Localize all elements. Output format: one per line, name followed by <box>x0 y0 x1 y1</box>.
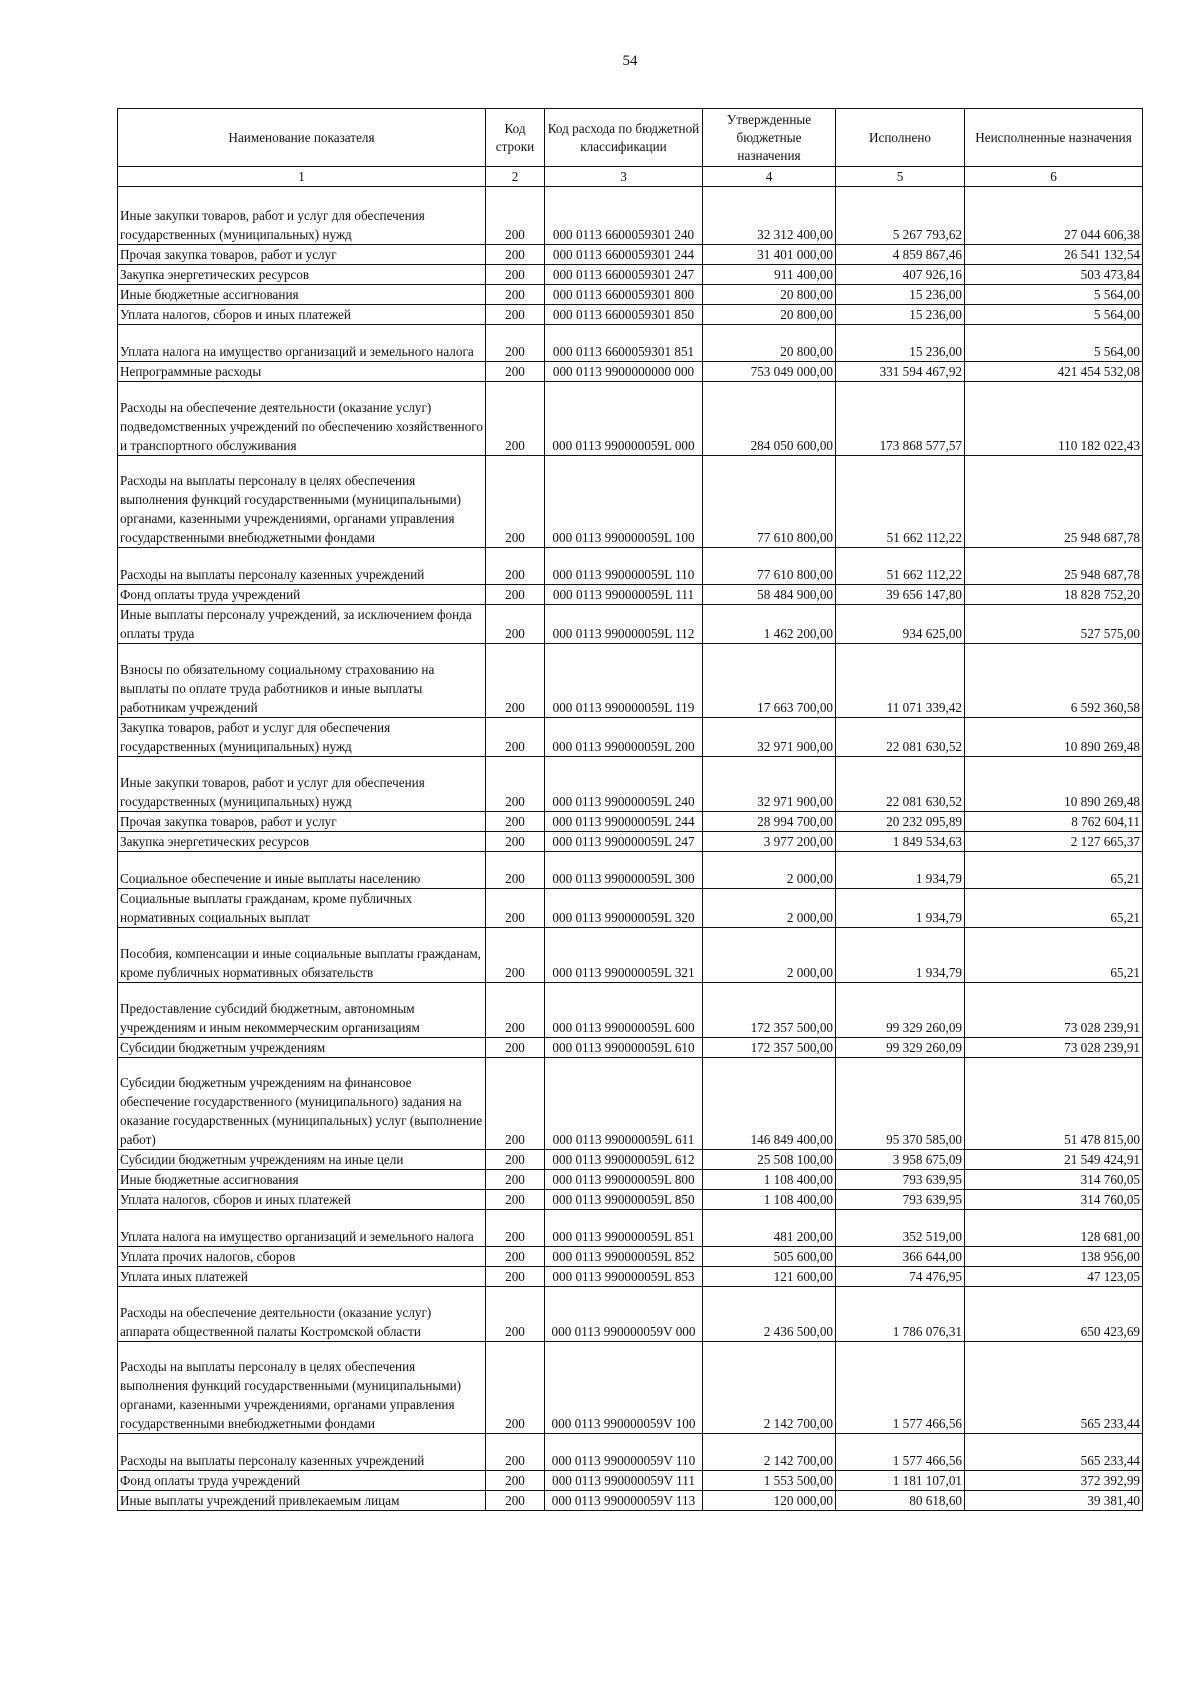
cell-line-code: 200 <box>486 889 545 928</box>
cell-unexecuted-amount: 650 423,69 <box>965 1287 1143 1342</box>
table-row <box>118 456 1143 548</box>
cell-executed-amount: 99 329 260,09 <box>836 983 965 1038</box>
cell-executed-amount: 51 662 112,22 <box>836 456 965 548</box>
cell-line-code: 200 <box>486 832 545 852</box>
cell-line-code: 200 <box>486 285 545 305</box>
cell-unexecuted-amount: 73 028 239,91 <box>965 1038 1143 1058</box>
table-row <box>118 1267 1143 1287</box>
cell-budget-code: 000 0113 990000059L 110 <box>545 548 703 585</box>
budget-execution-table <box>117 108 1143 1511</box>
cell-unexecuted-amount: 47 123,05 <box>965 1267 1143 1287</box>
cell-executed-amount: 1 577 466,56 <box>836 1342 965 1434</box>
cell-unexecuted-amount: 565 233,44 <box>965 1434 1143 1471</box>
cell-approved-amount: 58 484 900,00 <box>703 585 836 605</box>
cell-approved-amount: 146 849 400,00 <box>703 1058 836 1150</box>
cell-line-code: 200 <box>486 382 545 456</box>
cell-executed-amount: 793 639,95 <box>836 1170 965 1190</box>
cell-budget-code: 000 0113 6600059301 851 <box>545 325 703 362</box>
column-number: 4 <box>703 167 836 187</box>
cell-budget-code: 000 0113 990000059L 610 <box>545 1038 703 1058</box>
cell-executed-amount: 22 081 630,52 <box>836 757 965 812</box>
cell-line-code: 200 <box>486 644 545 718</box>
table-row <box>118 644 1143 718</box>
table-row <box>118 1058 1143 1150</box>
cell-line-code: 200 <box>486 1491 545 1511</box>
cell-unexecuted-amount: 10 890 269,48 <box>965 757 1143 812</box>
cell-line-code: 200 <box>486 456 545 548</box>
cell-approved-amount: 2 000,00 <box>703 889 836 928</box>
cell-indicator-name: Социальное обеспечение и иные выплаты населению <box>118 852 486 889</box>
cell-indicator-name: Расходы на выплаты персоналу в целях обеспечения выполнения функций государственными (муниципальными) органами, казенными учреждениями, органами управления государственными внебюджетными фондами <box>118 1342 486 1434</box>
cell-indicator-name: Уплата налогов, сборов и иных платежей <box>118 305 486 325</box>
cell-line-code: 200 <box>486 1038 545 1058</box>
column-number: 3 <box>545 167 703 187</box>
cell-line-code: 200 <box>486 362 545 382</box>
cell-executed-amount: 331 594 467,92 <box>836 362 965 382</box>
cell-unexecuted-amount: 65,21 <box>965 852 1143 889</box>
cell-budget-code: 000 0113 990000059L 112 <box>545 605 703 644</box>
cell-executed-amount: 15 236,00 <box>836 285 965 305</box>
cell-unexecuted-amount: 128 681,00 <box>965 1210 1143 1247</box>
cell-line-code: 200 <box>486 1058 545 1150</box>
cell-approved-amount: 2 000,00 <box>703 852 836 889</box>
cell-approved-amount: 28 994 700,00 <box>703 812 836 832</box>
header-executed: Исполнено <box>836 109 965 167</box>
cell-executed-amount: 793 639,95 <box>836 1190 965 1210</box>
table-row <box>118 928 1143 983</box>
cell-budget-code: 000 0113 990000059V 100 <box>545 1342 703 1434</box>
cell-approved-amount: 911 400,00 <box>703 265 836 285</box>
cell-indicator-name: Иные бюджетные ассигнования <box>118 285 486 305</box>
cell-executed-amount: 20 232 095,89 <box>836 812 965 832</box>
cell-budget-code: 000 0113 6600059301 850 <box>545 305 703 325</box>
table-row <box>118 1434 1143 1471</box>
cell-line-code: 200 <box>486 1150 545 1170</box>
table-row <box>118 187 1143 245</box>
table-row <box>118 245 1143 265</box>
cell-indicator-name: Социальные выплаты гражданам, кроме публичных нормативных социальных выплат <box>118 889 486 928</box>
header-approved-appropriations: Утвержденные бюджетные назначения <box>703 109 836 167</box>
cell-executed-amount: 80 618,60 <box>836 1491 965 1511</box>
cell-indicator-name: Уплата иных платежей <box>118 1267 486 1287</box>
table-row <box>118 812 1143 832</box>
cell-approved-amount: 32 971 900,00 <box>703 718 836 757</box>
cell-approved-amount: 120 000,00 <box>703 1491 836 1511</box>
cell-budget-code: 000 0113 990000059L 000 <box>545 382 703 456</box>
cell-budget-code: 000 0113 990000059L 852 <box>545 1247 703 1267</box>
cell-indicator-name: Фонд оплаты труда учреждений <box>118 1471 486 1491</box>
cell-unexecuted-amount: 5 564,00 <box>965 285 1143 305</box>
cell-indicator-name: Уплата налога на имущество организаций и земельного налога <box>118 325 486 362</box>
cell-executed-amount: 15 236,00 <box>836 305 965 325</box>
cell-approved-amount: 77 610 800,00 <box>703 456 836 548</box>
table-row <box>118 1287 1143 1342</box>
cell-executed-amount: 1 934,79 <box>836 852 965 889</box>
cell-line-code: 200 <box>486 325 545 362</box>
cell-unexecuted-amount: 25 948 687,78 <box>965 456 1143 548</box>
table-row <box>118 265 1143 285</box>
column-number: 2 <box>486 167 545 187</box>
table-row <box>118 832 1143 852</box>
cell-indicator-name: Иные закупки товаров, работ и услуг для обеспечения государственных (муниципальных) нужд <box>118 187 486 245</box>
cell-executed-amount: 934 625,00 <box>836 605 965 644</box>
cell-unexecuted-amount: 65,21 <box>965 889 1143 928</box>
cell-approved-amount: 31 401 000,00 <box>703 245 836 265</box>
cell-indicator-name: Взносы по обязательному социальному страхованию на выплаты по оплате труда работников и иные выплаты работникам учреждений <box>118 644 486 718</box>
cell-indicator-name: Предоставление субсидий бюджетным, автономным учреждениям и иным некоммерческим организациям <box>118 983 486 1038</box>
cell-indicator-name: Пособия, компенсации и иные социальные выплаты гражданам, кроме публичных нормативных обязательств <box>118 928 486 983</box>
cell-line-code: 200 <box>486 852 545 889</box>
cell-budget-code: 000 0113 6600059301 800 <box>545 285 703 305</box>
cell-executed-amount: 11 071 339,42 <box>836 644 965 718</box>
cell-unexecuted-amount: 5 564,00 <box>965 305 1143 325</box>
cell-budget-code: 000 0113 990000059L 850 <box>545 1190 703 1210</box>
column-number-row <box>118 167 1143 187</box>
cell-unexecuted-amount: 26 541 132,54 <box>965 245 1143 265</box>
table-row <box>118 362 1143 382</box>
table-row <box>118 1491 1143 1511</box>
cell-executed-amount: 352 519,00 <box>836 1210 965 1247</box>
cell-budget-code: 000 0113 990000059L 100 <box>545 456 703 548</box>
table-row <box>118 285 1143 305</box>
cell-indicator-name: Расходы на обеспечение деятельности (оказание услуг) аппарата общественной палаты Костромской области <box>118 1287 486 1342</box>
cell-budget-code: 000 0113 990000059L 321 <box>545 928 703 983</box>
cell-indicator-name: Иные бюджетные ассигнования <box>118 1170 486 1190</box>
cell-unexecuted-amount: 65,21 <box>965 928 1143 983</box>
cell-indicator-name: Уплата налога на имущество организаций и земельного налога <box>118 1210 486 1247</box>
cell-approved-amount: 2 000,00 <box>703 928 836 983</box>
cell-indicator-name: Уплата налогов, сборов и иных платежей <box>118 1190 486 1210</box>
cell-executed-amount: 39 656 147,80 <box>836 585 965 605</box>
cell-approved-amount: 2 436 500,00 <box>703 1287 836 1342</box>
cell-line-code: 200 <box>486 1190 545 1210</box>
table-row <box>118 852 1143 889</box>
table-row <box>118 889 1143 928</box>
cell-line-code: 200 <box>486 1342 545 1434</box>
cell-executed-amount: 51 662 112,22 <box>836 548 965 585</box>
cell-indicator-name: Закупка энергетических ресурсов <box>118 265 486 285</box>
cell-indicator-name: Прочая закупка товаров, работ и услуг <box>118 812 486 832</box>
cell-line-code: 200 <box>486 718 545 757</box>
cell-line-code: 200 <box>486 305 545 325</box>
cell-indicator-name: Расходы на выплаты персоналу казенных учреждений <box>118 548 486 585</box>
cell-unexecuted-amount: 527 575,00 <box>965 605 1143 644</box>
cell-indicator-name: Субсидии бюджетным учреждениям на финансовое обеспечение государственного (муниципального) задания на оказание государственных (муниципальных) услуг (выполнение работ) <box>118 1058 486 1150</box>
cell-line-code: 200 <box>486 187 545 245</box>
cell-approved-amount: 32 971 900,00 <box>703 757 836 812</box>
table-row <box>118 1170 1143 1190</box>
cell-budget-code: 000 0113 990000059V 111 <box>545 1471 703 1491</box>
table-row <box>118 1038 1143 1058</box>
cell-unexecuted-amount: 5 564,00 <box>965 325 1143 362</box>
cell-indicator-name: Субсидии бюджетным учреждениям <box>118 1038 486 1058</box>
header-row <box>118 109 1143 167</box>
cell-unexecuted-amount: 314 760,05 <box>965 1170 1143 1190</box>
table-row <box>118 1190 1143 1210</box>
cell-unexecuted-amount: 565 233,44 <box>965 1342 1143 1434</box>
cell-budget-code: 000 0113 6600059301 244 <box>545 245 703 265</box>
cell-approved-amount: 284 050 600,00 <box>703 382 836 456</box>
cell-line-code: 200 <box>486 245 545 265</box>
cell-indicator-name: Закупка товаров, работ и услуг для обеспечения государственных (муниципальных) нужд <box>118 718 486 757</box>
cell-approved-amount: 753 049 000,00 <box>703 362 836 382</box>
cell-budget-code: 000 0113 990000059V 000 <box>545 1287 703 1342</box>
cell-executed-amount: 74 476,95 <box>836 1267 965 1287</box>
cell-executed-amount: 4 859 867,46 <box>836 245 965 265</box>
cell-unexecuted-amount: 6 592 360,58 <box>965 644 1143 718</box>
cell-indicator-name: Иные выплаты учреждений привлекаемым лицам <box>118 1491 486 1511</box>
cell-executed-amount: 95 370 585,00 <box>836 1058 965 1150</box>
table-row <box>118 1210 1143 1247</box>
cell-budget-code: 000 0113 990000059L 200 <box>545 718 703 757</box>
cell-executed-amount: 1 934,79 <box>836 889 965 928</box>
cell-budget-code: 000 0113 990000059L 611 <box>545 1058 703 1150</box>
cell-unexecuted-amount: 110 182 022,43 <box>965 382 1143 456</box>
header-indicator-name: Наименование показателя <box>118 109 486 167</box>
cell-unexecuted-amount: 2 127 665,37 <box>965 832 1143 852</box>
cell-line-code: 200 <box>486 265 545 285</box>
cell-approved-amount: 1 553 500,00 <box>703 1471 836 1491</box>
cell-budget-code: 000 0113 6600059301 247 <box>545 265 703 285</box>
cell-line-code: 200 <box>486 1267 545 1287</box>
cell-line-code: 200 <box>486 1210 545 1247</box>
cell-line-code: 200 <box>486 585 545 605</box>
cell-line-code: 200 <box>486 983 545 1038</box>
cell-line-code: 200 <box>486 812 545 832</box>
cell-approved-amount: 1 108 400,00 <box>703 1170 836 1190</box>
cell-budget-code: 000 0113 990000059L 853 <box>545 1267 703 1287</box>
cell-budget-code: 000 0113 990000059L 320 <box>545 889 703 928</box>
cell-approved-amount: 2 142 700,00 <box>703 1434 836 1471</box>
cell-approved-amount: 121 600,00 <box>703 1267 836 1287</box>
cell-indicator-name: Субсидии бюджетным учреждениям на иные цели <box>118 1150 486 1170</box>
cell-line-code: 200 <box>486 1170 545 1190</box>
table-row <box>118 1247 1143 1267</box>
cell-indicator-name: Расходы на выплаты персоналу в целях обеспечения выполнения функций государственными (муниципальными) органами, казенными учреждениями, органами управления государственными внебюджетными фондами <box>118 456 486 548</box>
cell-budget-code: 000 0113 990000059L 111 <box>545 585 703 605</box>
table-row <box>118 1342 1143 1434</box>
cell-executed-amount: 407 926,16 <box>836 265 965 285</box>
cell-unexecuted-amount: 39 381,40 <box>965 1491 1143 1511</box>
cell-executed-amount: 1 934,79 <box>836 928 965 983</box>
cell-approved-amount: 2 142 700,00 <box>703 1342 836 1434</box>
cell-approved-amount: 1 462 200,00 <box>703 605 836 644</box>
table-row <box>118 605 1143 644</box>
cell-line-code: 200 <box>486 1471 545 1491</box>
cell-executed-amount: 1 849 534,63 <box>836 832 965 852</box>
cell-unexecuted-amount: 503 473,84 <box>965 265 1143 285</box>
cell-line-code: 200 <box>486 1434 545 1471</box>
cell-indicator-name: Уплата прочих налогов, сборов <box>118 1247 486 1267</box>
cell-unexecuted-amount: 372 392,99 <box>965 1471 1143 1491</box>
cell-unexecuted-amount: 314 760,05 <box>965 1190 1143 1210</box>
cell-budget-code: 000 0113 9900000000 000 <box>545 362 703 382</box>
table-row <box>118 325 1143 362</box>
cell-executed-amount: 1 786 076,31 <box>836 1287 965 1342</box>
table-row <box>118 983 1143 1038</box>
cell-line-code: 200 <box>486 548 545 585</box>
cell-budget-code: 000 0113 990000059L 851 <box>545 1210 703 1247</box>
cell-budget-code: 000 0113 990000059L 612 <box>545 1150 703 1170</box>
table-row <box>118 1150 1143 1170</box>
cell-budget-code: 000 0113 6600059301 240 <box>545 187 703 245</box>
cell-unexecuted-amount: 421 454 532,08 <box>965 362 1143 382</box>
cell-approved-amount: 20 800,00 <box>703 305 836 325</box>
cell-line-code: 200 <box>486 1287 545 1342</box>
cell-budget-code: 000 0113 990000059L 240 <box>545 757 703 812</box>
cell-executed-amount: 1 181 107,01 <box>836 1471 965 1491</box>
page-number: 54 <box>622 53 638 69</box>
cell-approved-amount: 481 200,00 <box>703 1210 836 1247</box>
table-row <box>118 585 1143 605</box>
table-row <box>118 382 1143 456</box>
cell-unexecuted-amount: 27 044 606,38 <box>965 187 1143 245</box>
cell-executed-amount: 173 868 577,57 <box>836 382 965 456</box>
cell-unexecuted-amount: 138 956,00 <box>965 1247 1143 1267</box>
header-budget-classification-code: Код расхода по бюджетной классификации <box>545 109 703 167</box>
cell-executed-amount: 5 267 793,62 <box>836 187 965 245</box>
cell-indicator-name: Непрограммные расходы <box>118 362 486 382</box>
cell-unexecuted-amount: 8 762 604,11 <box>965 812 1143 832</box>
cell-unexecuted-amount: 21 549 424,91 <box>965 1150 1143 1170</box>
cell-indicator-name: Фонд оплаты труда учреждений <box>118 585 486 605</box>
column-number: 5 <box>836 167 965 187</box>
cell-approved-amount: 3 977 200,00 <box>703 832 836 852</box>
cell-executed-amount: 1 577 466,56 <box>836 1434 965 1471</box>
cell-budget-code: 000 0113 990000059L 800 <box>545 1170 703 1190</box>
cell-executed-amount: 3 958 675,09 <box>836 1150 965 1170</box>
cell-indicator-name: Прочая закупка товаров, работ и услуг <box>118 245 486 265</box>
cell-approved-amount: 1 108 400,00 <box>703 1190 836 1210</box>
header-unexecuted-appropriations: Неисполненные назначения <box>965 109 1143 167</box>
cell-unexecuted-amount: 73 028 239,91 <box>965 983 1143 1038</box>
cell-budget-code: 000 0113 990000059L 600 <box>545 983 703 1038</box>
cell-approved-amount: 77 610 800,00 <box>703 548 836 585</box>
cell-approved-amount: 172 357 500,00 <box>703 1038 836 1058</box>
table-row <box>118 1471 1143 1491</box>
table-row <box>118 757 1143 812</box>
cell-executed-amount: 99 329 260,09 <box>836 1038 965 1058</box>
cell-budget-code: 000 0113 990000059L 247 <box>545 832 703 852</box>
cell-line-code: 200 <box>486 757 545 812</box>
cell-indicator-name: Иные выплаты персоналу учреждений, за исключением фонда оплаты труда <box>118 605 486 644</box>
cell-indicator-name: Закупка энергетических ресурсов <box>118 832 486 852</box>
table-row <box>118 305 1143 325</box>
cell-budget-code: 000 0113 990000059L 119 <box>545 644 703 718</box>
cell-approved-amount: 505 600,00 <box>703 1247 836 1267</box>
column-number: 1 <box>118 167 486 187</box>
cell-approved-amount: 17 663 700,00 <box>703 644 836 718</box>
cell-line-code: 200 <box>486 1247 545 1267</box>
cell-budget-code: 000 0113 990000059L 300 <box>545 852 703 889</box>
cell-approved-amount: 172 357 500,00 <box>703 983 836 1038</box>
header-line-code: Код строки <box>486 109 545 167</box>
cell-approved-amount: 25 508 100,00 <box>703 1150 836 1170</box>
cell-executed-amount: 15 236,00 <box>836 325 965 362</box>
cell-line-code: 200 <box>486 605 545 644</box>
table-row <box>118 718 1143 757</box>
cell-indicator-name: Расходы на обеспечение деятельности (оказание услуг) подведомственных учреждений по обеспечению хозяйственного и транспортного обслуживания <box>118 382 486 456</box>
cell-approved-amount: 20 800,00 <box>703 285 836 305</box>
table-row <box>118 548 1143 585</box>
cell-approved-amount: 20 800,00 <box>703 325 836 362</box>
cell-budget-code: 000 0113 990000059V 113 <box>545 1491 703 1511</box>
cell-line-code: 200 <box>486 928 545 983</box>
cell-budget-code: 000 0113 990000059V 110 <box>545 1434 703 1471</box>
cell-indicator-name: Иные закупки товаров, работ и услуг для обеспечения государственных (муниципальных) нужд <box>118 757 486 812</box>
cell-executed-amount: 366 644,00 <box>836 1247 965 1267</box>
cell-indicator-name: Расходы на выплаты персоналу казенных учреждений <box>118 1434 486 1471</box>
table-body <box>118 187 1143 1511</box>
cell-budget-code: 000 0113 990000059L 244 <box>545 812 703 832</box>
cell-unexecuted-amount: 10 890 269,48 <box>965 718 1143 757</box>
cell-unexecuted-amount: 25 948 687,78 <box>965 548 1143 585</box>
column-number: 6 <box>965 167 1143 187</box>
cell-unexecuted-amount: 51 478 815,00 <box>965 1058 1143 1150</box>
cell-unexecuted-amount: 18 828 752,20 <box>965 585 1143 605</box>
cell-executed-amount: 22 081 630,52 <box>836 718 965 757</box>
cell-approved-amount: 32 312 400,00 <box>703 187 836 245</box>
